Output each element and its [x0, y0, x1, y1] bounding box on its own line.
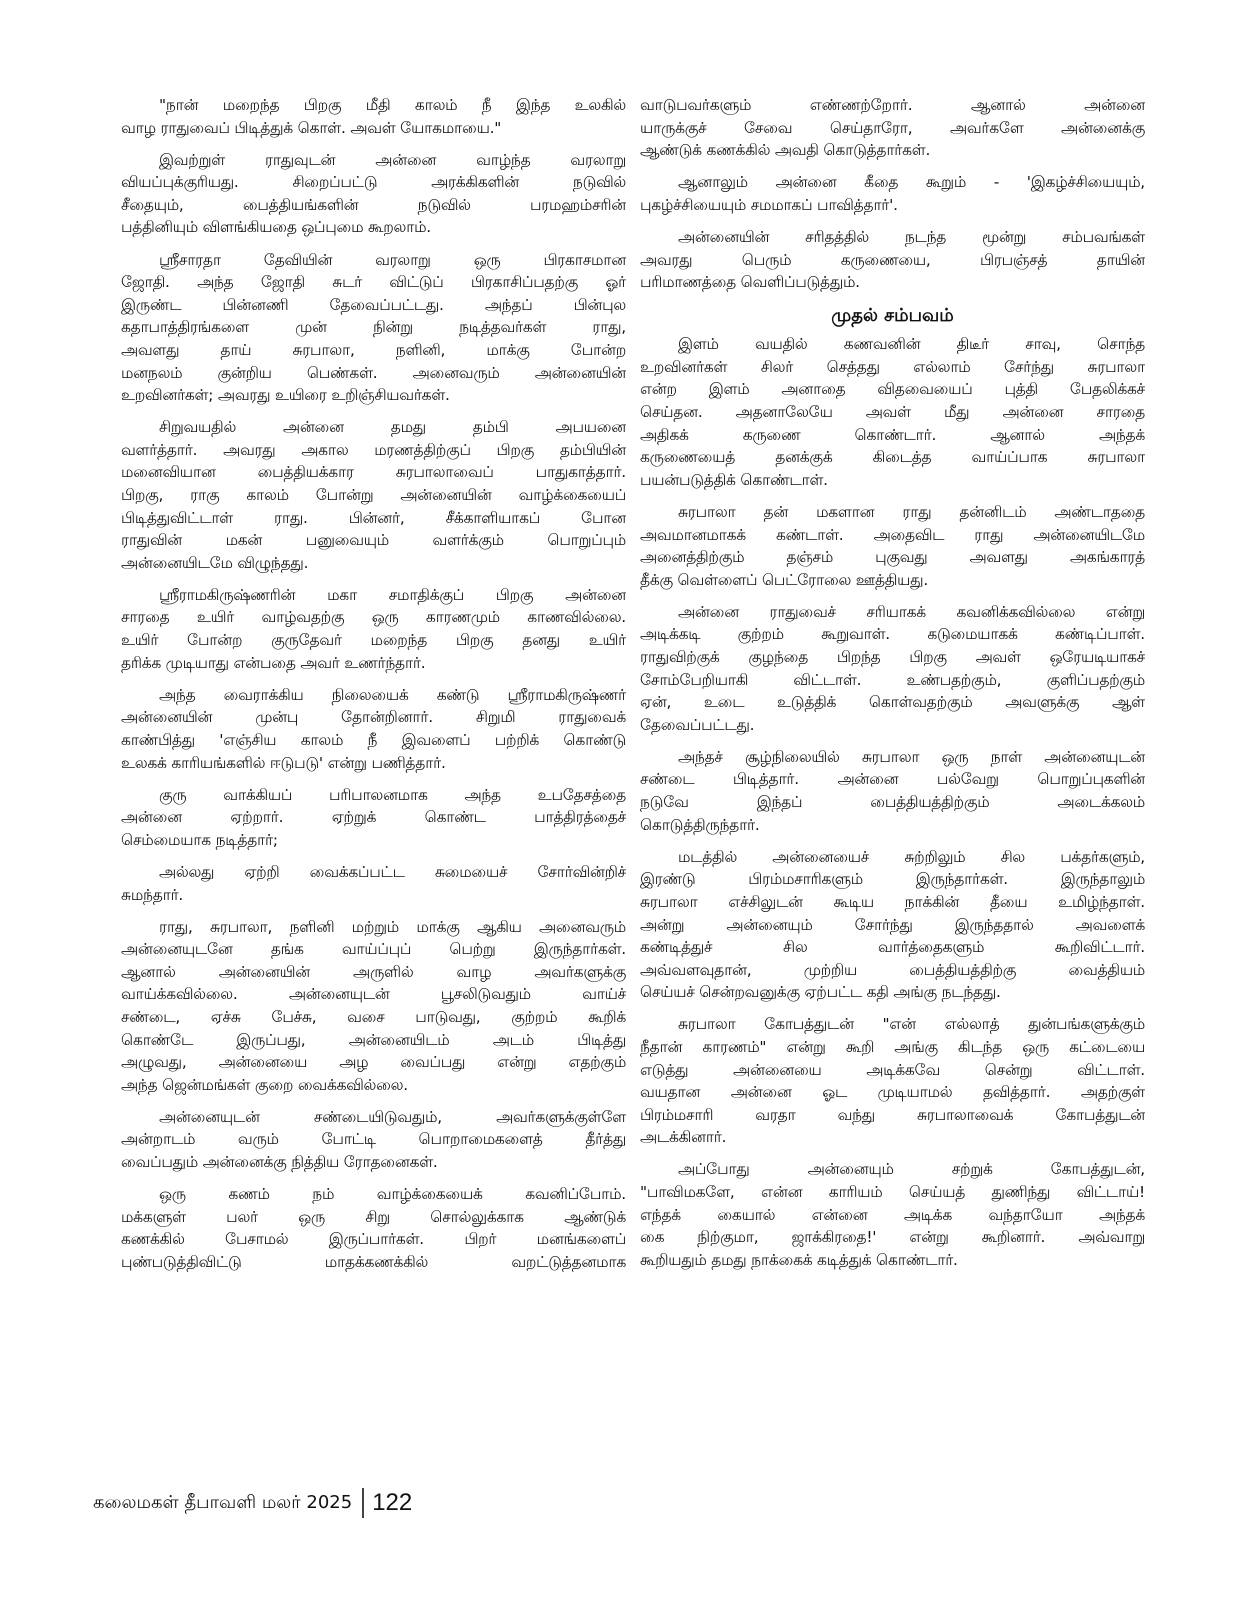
text-line: கருணையைத் தனக்குக் கிடைத்த வாய்ப்பாக சுரபாலா — [640, 448, 1145, 467]
text-line: அன்று அன்னையும் சோர்ந்து இருந்ததால் அவளைக் — [640, 915, 1145, 934]
text-line: வாழ ராதுவைப் பிடித்துக் கொள். அவள் யோகமாயை." — [121, 118, 502, 137]
text-line: கொடுத்திருந்தார். — [640, 815, 760, 834]
text-line: அல்லது ஏற்றி வைக்கப்பட்ட சுமையைச் சோர்வின்றிச் — [159, 862, 626, 881]
text-line: சுரபாலா எச்சிலுடன் கூடிய நாக்கின் தீயை உமிழ்ந்தாள். — [640, 892, 1145, 911]
text-line: கதாபாத்திரங்களை முன் நின்று நடித்தவர்கள் ராது, — [121, 318, 626, 337]
text-line: ஆனால் அன்னையின் அருளில் வாழ அவர்களுக்கு — [121, 962, 626, 981]
paragraph — [121, 584, 626, 674]
text-line: எடுத்து அன்னையை அடிக்கவே சென்று விட்டாள். — [640, 1060, 1145, 1079]
text-line: பிடித்துவிட்டாள் ராது. பின்னர், சீக்காளியாகப் போன — [121, 508, 626, 527]
text-line: அந்த வைராக்கிய நிலையைக் கண்டு ஸ்ரீராமகிருஷ்ணர் — [159, 685, 626, 704]
text-line: அனைத்திற்கும் தஞ்சம் புகுவது அவளது அகங்காரத் — [640, 548, 1145, 567]
footer-divider — [362, 1488, 364, 1518]
text-line: கண்டித்துச் சில வார்த்தைகளும் கூறிவிட்டார். — [640, 938, 1145, 957]
text-line: அன்னையின் முன்பு தோன்றினார். சிறுமி ராதுவைக் — [121, 708, 626, 727]
text-line: காண்பித்து 'எஞ்சிய காலம் நீ இவளைப் பற்றிக் கொண்டு — [121, 730, 626, 749]
text-line: அன்னையுடனே தங்க வாய்ப்புப் பெற்று இருந்தார்கள். — [121, 940, 626, 959]
paragraph — [121, 684, 626, 774]
page-footer — [93, 1488, 412, 1518]
text-line: பத்தினியும் விளங்கியதை ஒப்புமை கூறலாம். — [121, 218, 431, 237]
text-line: அன்னையின் சரிதத்தில் நடந்த மூன்று சம்பவங்கள் — [678, 227, 1145, 246]
text-line: மனநலம் குன்றிய பெண்கள். அனைவரும் அன்னையின் — [121, 363, 626, 382]
text-line: உலகக் காரியங்களில் ஈடுபடு' என்று பணித்தார். — [121, 753, 446, 772]
text-line: பிறகு, ராகு காலம் போன்று அன்னையின் வாழ்க்கையைப் — [121, 486, 626, 504]
text-line: அவளது தாய் சுரபாலா, நளினி, மாக்கு போன்ற — [121, 340, 626, 359]
paragraph — [640, 171, 1145, 216]
text-line: வியப்புக்குரியது. சிறைப்பட்டு அரக்கிகளின் நடுவில் — [121, 173, 626, 192]
paragraph — [640, 1013, 1145, 1149]
text-line: அடிக்கடி குற்றம் கூறுவாள். கடுமையாகக் கண்டிப்பாள். — [640, 625, 1145, 644]
text-line: அவமானமாகக் கண்டாள். அதைவிட ராது அன்னையிடமே — [640, 525, 1145, 544]
text-line: செய்யச் சென்றவனுக்கு ஏற்பட்ட கதி அங்கு நடந்தது. — [640, 983, 1001, 1002]
text-line: அந்தச் சூழ்நிலையில் சுரபாலா ஒரு நாள் அன்னையுடன் — [678, 747, 1145, 766]
text-line: கொண்டே இருப்பது, அன்னையிடம் அடம் பிடித்து — [121, 1030, 626, 1049]
paragraph — [121, 149, 626, 239]
right-column-body — [640, 333, 1145, 1271]
text-line: சுரபாலா கோபத்துடன் "என் எல்லாத் துன்பங்களுக்கும் — [678, 1015, 1145, 1034]
text-line: அன்னை ஏற்றார். ஏற்றுக் கொண்ட பாத்திரத்தைச் — [121, 808, 626, 827]
text-line: வளர்த்தார். அவரது அகால மரணத்திற்குப் பிறகு தம்பியின் — [121, 440, 626, 459]
paragraph — [121, 1183, 626, 1273]
text-line: அப்போது அன்னையும் சற்றுக் கோபத்துடன், — [678, 1160, 1145, 1179]
text-line: அழுவது, அன்னையை அழ வைப்பது என்று எதற்கும் — [121, 1053, 626, 1072]
text-line: எந்தக் கையால் என்னை அடிக்க வந்தாயோ அந்தக் — [640, 1205, 1145, 1224]
text-line: தேவைப்பட்டது. — [640, 715, 755, 734]
text-line: நீதான் காரணம்" என்று கூறி அங்கு கிடந்த ஒரு கட்டையை — [640, 1037, 1145, 1056]
paragraph — [121, 1106, 626, 1174]
text-line: ராது, சுரபாலா, நளினி மற்றும் மாக்கு ஆகிய அனைவரும் — [159, 917, 626, 936]
text-line: அன்னையுடன் சண்டையிடுவதும், அவர்களுக்குள்ளே — [159, 1107, 626, 1126]
text-line: கை நிற்குமா, ஜாக்கிரதை!' என்று கூறினார். அவ்வாறு — [640, 1228, 1145, 1247]
text-line: தீக்கு வெள்ளைப் பெட்ரோலை ஊத்தியது. — [640, 570, 929, 589]
paragraph — [121, 861, 626, 906]
text-line: செம்மையாக நடித்தார்; — [121, 830, 278, 849]
text-line: வாய்க்கவில்லை. அன்னையுடன் பூசலிடுவதும் வாய்ச் — [121, 985, 626, 1004]
text-line: உறவினர்கள் சிலர் செத்தது எல்லாம் சேர்ந்து சுரபாலா — [640, 357, 1145, 376]
text-line: அன்னை ராதுவைச் சரியாகக் கவனிக்கவில்லை என்று — [678, 602, 1145, 621]
paragraph — [121, 416, 626, 574]
text-line: ஒரு கணம் நம் வாழ்க்கையைக் கவனிப்போம். — [159, 1185, 626, 1204]
text-line: இவற்றுள் ராதுவுடன் அன்னை வாழ்ந்த வரலாறு — [159, 150, 626, 169]
text-line: அன்றாடம் வரும் போட்டி பொறாமைகளைத் தீர்த்து — [121, 1130, 626, 1149]
paragraph — [640, 1158, 1145, 1271]
paragraph — [640, 94, 1145, 162]
right-column — [640, 94, 1145, 1281]
paragraph — [640, 846, 1145, 1004]
text-line: கணக்கில் பேசாமல் இருப்பார்கள். பிறர் மனங்களைப் — [121, 1230, 626, 1249]
text-line: மனைவியான பைத்தியக்கார சுரபாலாவைப் பாதுகாத்தார். — [121, 463, 626, 482]
text-line: பரிமாணத்தை வெளிப்படுத்தும். — [640, 273, 860, 292]
text-line: வயதான அன்னை ஓட முடியாமல் தவித்தார். அதற்குள் — [640, 1083, 1145, 1102]
text-line: அவ்வளவுதான், முற்றிய பைத்தியத்திற்கு வைத்தியம் — [640, 960, 1145, 979]
text-line: மடத்தில் அன்னையைச் சுற்றிலும் சில பக்தர்களும், — [678, 847, 1145, 866]
text-line: வைப்பதும் அன்னைக்கு நித்திய ரோதனைகள். — [121, 1153, 438, 1172]
text-line: யாருக்குச் சேவை செய்தாரோ, அவர்களே அன்னைக்கு — [640, 118, 1145, 137]
text-line: அடக்கினார். — [640, 1128, 727, 1147]
text-line: மக்களுள் பலர் ஒரு சிறு சொல்லுக்காக ஆண்டுக் — [121, 1207, 626, 1226]
text-line: "நான் மறைந்த பிறகு மீதி காலம் நீ இந்த உலகில் — [159, 96, 626, 114]
text-line: ஸ்ரீராமகிருஷ்ணரின் மகா சமாதிக்குப் பிறகு அன்னை — [159, 585, 626, 604]
text-line: உயிர் போன்ற குருதேவர் மறைந்த பிறகு தனது உயிர் — [121, 631, 626, 650]
text-line: வாடுபவர்களும் எண்ணற்றோர். ஆனால் அன்னை — [640, 96, 1145, 114]
text-line: இரண்டு பிரம்மசாரிகளும் இருந்தார்கள். இருந்தாலும் — [640, 870, 1145, 889]
text-line: சிறுவயதில் அன்னை தமது தம்பி அபயனை — [159, 418, 626, 437]
text-line: சுமந்தார். — [121, 885, 184, 904]
paragraph — [640, 601, 1145, 737]
paragraph — [640, 333, 1145, 491]
text-line: சோம்பேறியாகி விட்டாள். உண்பதற்கும், குளிப்பதற்கும் — [640, 670, 1145, 689]
text-line: ராதுவிற்குக் குழந்தை பிறந்த பிறகு அவள் ஒரேயடியாகச் — [640, 647, 1145, 666]
text-line: அன்னையிடமே விழுந்தது. — [121, 553, 309, 572]
text-line: கூறியதும் தமது நாக்கைக் கடித்துக் கொண்டார். — [640, 1250, 958, 1269]
text-line: பயன்படுத்திக் கொண்டாள். — [640, 470, 828, 489]
text-line: சண்டை பிடித்தார். அன்னை பல்வேறு பொறுப்புகளின் — [640, 770, 1145, 789]
paragraph — [121, 784, 626, 852]
text-line: ஸ்ரீசாரதா தேவியின் வரலாறு ஒரு பிரகாசமான — [159, 250, 626, 269]
text-line: சீதையும், பைத்தியங்களின் நடுவில் பரமஹம்சரின் — [121, 195, 626, 214]
text-line: குரு வாக்கியப் பரிபாலனமாக அந்த உபதேசத்தை — [159, 785, 626, 804]
text-line: சண்டை, ஏச்சு பேச்சு, வசை பாடுவது, குற்றம் கூறிக் — [121, 1007, 626, 1026]
text-line: இருண்ட பின்னணி தேவைப்பட்டது. அந்தப் பின்புல — [121, 295, 626, 314]
text-line: ராதுவின் மகன் பனுவையும் வளர்க்கும் பொறுப்பும் — [121, 531, 626, 550]
right-column-intro — [640, 94, 1145, 294]
text-line: நடுவே இந்தப் பைத்தியத்திற்கும் அடைக்கலம் — [640, 793, 1145, 812]
text-line: ஜோதி. அந்த ஜோதி சுடர் விட்டுப் பிரகாசிப்பதற்கு ஓர் — [121, 273, 626, 292]
text-line: புண்படுத்திவிட்டு மாதக்கணக்கில் வறட்டுத்தனமாக — [121, 1252, 626, 1271]
text-line: ஆனாலும் அன்னை கீதை கூறும் - 'இகழ்ச்சியையும், — [678, 173, 1145, 192]
text-line: அதிகக் கருணை கொண்டார். ஆனால் அந்தக் — [640, 425, 1145, 444]
text-line: உறவினர்கள்; அவரது உயிரை உறிஞ்சியவர்கள். — [121, 386, 450, 405]
paragraph — [640, 501, 1145, 591]
text-line: தரிக்க முடியாது என்பதை அவர் உணர்ந்தார். — [121, 653, 426, 672]
text-line: இளம் வயதில் கணவனின் திடீர் சாவு, சொந்த — [678, 335, 1145, 354]
page-number: 122 — [372, 1489, 413, 1516]
text-line: அந்த ஜென்மங்கள் குறை வைக்கவில்லை. — [121, 1075, 408, 1094]
paragraph — [640, 746, 1145, 836]
left-column — [121, 94, 626, 1283]
paragraph — [121, 249, 626, 407]
magazine-name: கலைமகள் தீபாவளி மலர் 2025 — [93, 1491, 353, 1513]
text-line: சாரதை உயிர் வாழ்வதற்கு ஒரு காரணமும் காணவில்லை. — [121, 608, 626, 627]
text-line: ஆண்டுக் கணக்கில் அவதி கொடுத்தார்கள். — [640, 141, 931, 160]
text-line: பிரம்மசாரி வரதா வந்து சுரபாலாவைக் கோபத்துடன் — [640, 1105, 1145, 1124]
paragraph — [121, 94, 626, 139]
text-line: "பாவிமகளே, என்ன காரியம் செய்யத் துணிந்து விட்டாய்! — [640, 1183, 1145, 1202]
text-line: ஏன், உடை உடுத்திக் கொள்வதற்கும் அவளுக்கு ஆள் — [640, 693, 1145, 712]
text-line: என்ற இளம் அனாதை விதவையைப் புத்தி பேதலிக்கச் — [640, 380, 1145, 399]
paragraph — [121, 916, 626, 1097]
paragraph — [640, 226, 1145, 294]
section-heading: முதல் சம்பவம் — [831, 305, 954, 327]
text-line: செய்தன. அதனாலேயே அவள் மீது அன்னை சாரதை — [640, 403, 1145, 422]
text-line: சுரபாலா தன் மகளான ராது தன்னிடம் அண்டாததை — [678, 502, 1145, 521]
text-line: அவரது பெரும் கருணையை, பிரபஞ்சத் தாயின் — [640, 250, 1145, 269]
text-line: புகழ்ச்சியையும் சமமாகப் பாவித்தார்'. — [640, 195, 898, 214]
